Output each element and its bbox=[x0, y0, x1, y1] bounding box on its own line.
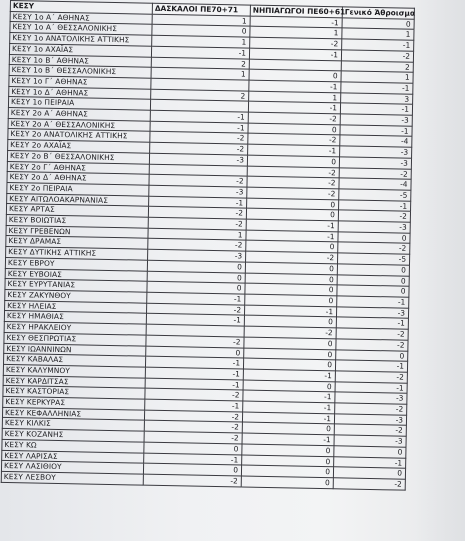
cell-teachers: -3 bbox=[148, 249, 246, 262]
cell-teachers: -2 bbox=[144, 431, 242, 444]
cell-teachers: 0 bbox=[144, 442, 242, 455]
cell-total: 0 bbox=[338, 232, 410, 244]
cell-teachers: -2 bbox=[144, 410, 242, 423]
cell-kindergarten: -2 bbox=[244, 326, 336, 338]
cell-teachers: -1 bbox=[151, 46, 249, 59]
cell-teachers: -2 bbox=[144, 421, 242, 434]
cell-kindergarten: 0 bbox=[245, 294, 337, 306]
cell-teachers: -1 bbox=[150, 110, 248, 123]
cell-total: -1 bbox=[342, 39, 414, 51]
cell-total: -3 bbox=[340, 146, 412, 158]
cell-kesy: ΚΕΣΥ 2ο Α΄ ΑΘΗΝΑΣ bbox=[8, 108, 150, 121]
cell-kesy: ΚΕΣΥ ΗΛΕΙΑΣ bbox=[5, 300, 147, 313]
cell-teachers: 1 bbox=[152, 14, 250, 27]
cell-kindergarten: -2 bbox=[246, 251, 338, 263]
cell-kindergarten: 0 bbox=[245, 273, 337, 285]
cell-kesy: ΚΕΣΥ ΔΡΑΜΑΣ bbox=[6, 236, 148, 249]
cell-kindergarten: -1 bbox=[244, 305, 336, 317]
cell-teachers: 0 bbox=[143, 463, 241, 476]
cell-kindergarten: 0 bbox=[243, 380, 335, 392]
cell-teachers: -2 bbox=[145, 388, 243, 401]
cell-teachers: -2 bbox=[148, 217, 246, 230]
cell-kesy: ΚΕΣΥ ΒΟΙΩΤΙΑΣ bbox=[6, 215, 148, 228]
cell-kindergarten: 0 bbox=[243, 358, 335, 370]
cell-total: -2 bbox=[339, 167, 411, 179]
cell-total: 0 bbox=[334, 446, 406, 458]
cell-kindergarten: 0 bbox=[247, 155, 339, 167]
cell-kindergarten: -1 bbox=[243, 369, 335, 381]
cell-total: -5 bbox=[337, 253, 409, 265]
cell-teachers: -2 bbox=[148, 239, 246, 252]
cell-kesy: ΚΕΣΥ 2ο Δ΄ ΑΘΗΝΑΣ bbox=[7, 172, 149, 185]
cell-kesy: ΚΕΣΥ ΚΩ bbox=[2, 439, 144, 452]
cell-total: 1 bbox=[341, 71, 413, 83]
cell-teachers: -1 bbox=[145, 399, 243, 412]
cell-kesy: ΚΕΣΥ 2ο ΑΧΑΪΑΣ bbox=[8, 140, 150, 153]
cell-total: 1 bbox=[342, 28, 414, 40]
cell-kesy: ΚΕΣΥ 2ο Γ΄ ΑΘΗΝΑΣ bbox=[7, 161, 149, 174]
cell-teachers: -1 bbox=[150, 121, 248, 134]
cell-teachers: 0 bbox=[147, 281, 245, 294]
cell-teachers: -1 bbox=[146, 314, 244, 327]
cell-kesy: ΚΕΣΥ ΛΕΣΒΟΥ bbox=[1, 471, 143, 484]
cell-teachers: -1 bbox=[147, 292, 245, 305]
cell-teachers: -2 bbox=[143, 474, 241, 487]
header-kindergarten: ΝΗΠΙΑΓΩΓΟΙ ΠΕ60+61 bbox=[250, 5, 342, 17]
header-total: Γενικό Άθροισμα bbox=[342, 7, 414, 19]
cell-teachers: -3 bbox=[149, 153, 247, 166]
cell-kindergarten: 0 bbox=[241, 476, 333, 488]
cell-total: -1 bbox=[340, 125, 412, 137]
cell-total: -2 bbox=[338, 210, 410, 222]
cell-kesy: ΚΕΣΥ 1ο Δ΄ ΑΘΗΝΑΣ bbox=[9, 86, 151, 99]
cell-kesy: ΚΕΣΥ ΚΙΛΚΙΣ bbox=[2, 418, 144, 431]
cell-teachers: -2 bbox=[148, 207, 246, 220]
cell-teachers: -3 bbox=[149, 185, 247, 198]
cell-kindergarten: 0 bbox=[244, 348, 336, 360]
cell-teachers: 2 bbox=[151, 57, 249, 70]
cell-kesy: ΚΕΣΥ ΚΑΛΥΜΝΟΥ bbox=[3, 364, 145, 377]
cell-kindergarten: 0 bbox=[248, 123, 340, 135]
cell-kesy: ΚΕΣΥ ΔΥΤΙΚΗΣ ΑΤΤΙΚΗΣ bbox=[6, 247, 148, 260]
cell-kesy: ΚΕΣΥ ΕΥΡΥΤΑΝΙΑΣ bbox=[5, 279, 147, 292]
cell-total: -2 bbox=[341, 50, 413, 62]
cell-total: -4 bbox=[339, 178, 411, 190]
cell-kindergarten: 0 bbox=[242, 422, 334, 434]
cell-total: 0 bbox=[336, 349, 408, 361]
cell-teachers: 1 bbox=[151, 67, 249, 80]
cell-kindergarten: -1 bbox=[246, 230, 338, 242]
cell-kindergarten: 0 bbox=[245, 283, 337, 295]
cell-kesy: ΚΕΣΥ ΙΩΑΝΝΙΝΩΝ bbox=[4, 343, 146, 356]
cell-kindergarten: 0 bbox=[242, 444, 334, 456]
cell-kesy: ΚΕΣΥ 2ο ΠΕΙΡΑΙΑ bbox=[7, 182, 149, 195]
cell-kesy: ΚΕΣΥ 1ο ΑΧΑΪΑΣ bbox=[9, 43, 151, 56]
cell-kesy: ΚΕΣΥ 1ο Β΄ ΑΘΗΝΑΣ bbox=[9, 54, 151, 67]
cell-teachers: 0 bbox=[152, 25, 250, 38]
cell-total: -3 bbox=[339, 157, 411, 169]
cell-total: -4 bbox=[340, 135, 412, 147]
cell-kesy: ΚΕΣΥ ΑΡΤΑΣ bbox=[6, 204, 148, 217]
cell-teachers: -1 bbox=[145, 356, 243, 369]
page-shadow bbox=[415, 0, 465, 541]
cell-kindergarten: -1 bbox=[243, 390, 335, 402]
cell-teachers: 1 bbox=[148, 228, 246, 241]
cell-total: -2 bbox=[333, 478, 405, 490]
cell-kindergarten: -1 bbox=[248, 101, 340, 113]
cell-teachers: -2 bbox=[149, 174, 247, 187]
cell-total: -2 bbox=[335, 371, 407, 383]
cell-kesy: ΚΕΣΥ ΕΥΒΟΙΑΣ bbox=[5, 268, 147, 281]
cell-kindergarten: -1 bbox=[242, 412, 334, 424]
cell-kesy: ΚΕΣΥ 1ο Γ΄ ΑΘΗΝΑΣ bbox=[9, 75, 151, 88]
cell-kindergarten: 0 bbox=[242, 455, 334, 467]
cell-teachers: 2 bbox=[151, 89, 249, 102]
cell-kesy: ΚΕΣΥ ΗΡΑΚΛΕΙΟΥ bbox=[4, 322, 146, 335]
cell-kesy: ΚΕΣΥ ΑΙΤΩΛΟΑΚΑΡΝΑΝΙΑΣ bbox=[7, 193, 149, 206]
cell-teachers: -1 bbox=[145, 378, 243, 391]
cell-kindergarten: -1 bbox=[243, 401, 335, 413]
cell-kesy: ΚΕΣΥ 2ο ΑΝΑΤΟΛΙΚΗΣ ΑΤΤΙΚΗΣ bbox=[8, 129, 150, 142]
cell-kindergarten: 0 bbox=[244, 315, 336, 327]
cell-kesy: ΚΕΣΥ ΛΑΡΙΣΑΣ bbox=[2, 450, 144, 463]
cell-kesy: ΚΕΣΥ 2ο Α΄ ΘΕΣΣΑΛΟΝΙΚΗΣ bbox=[8, 118, 150, 131]
cell-teachers: -1 bbox=[144, 453, 242, 466]
cell-kindergarten: 0 bbox=[247, 198, 339, 210]
cell-kesy: ΚΕΣΥ ΚΕΡΚΥΡΑΣ bbox=[3, 396, 145, 409]
cell-kesy: ΚΕΣΥ ΚΕΦΑΛΛΗΝΙΑΣ bbox=[2, 407, 144, 420]
cell-kindergarten: -1 bbox=[249, 48, 341, 60]
cell-total: -1 bbox=[335, 381, 407, 393]
cell-kesy: ΚΕΣΥ 1ο Α΄ ΑΘΗΝΑΣ bbox=[10, 11, 152, 24]
cell-kindergarten: 1 bbox=[249, 91, 341, 103]
cell-kindergarten: -1 bbox=[248, 144, 340, 156]
cell-kindergarten: 0 bbox=[245, 262, 337, 274]
cell-kindergarten: 0 bbox=[241, 465, 333, 477]
cell-kindergarten: 0 bbox=[244, 337, 336, 349]
cell-total: -1 bbox=[341, 82, 413, 94]
cell-total: -3 bbox=[334, 435, 406, 447]
cell-total: 0 bbox=[337, 274, 409, 286]
cell-kindergarten: -2 bbox=[247, 187, 339, 199]
cell-kesy: ΚΕΣΥ ΚΑΡΔΙΤΣΑΣ bbox=[3, 375, 145, 388]
cell-total: 0 bbox=[337, 285, 409, 297]
cell-teachers: 0 bbox=[147, 260, 245, 273]
header-teachers: ΔΑΣΚΑΛΟΙ ΠΕ70+71 bbox=[152, 3, 250, 16]
cell-total: -2 bbox=[335, 403, 407, 415]
cell-kindergarten: 1 bbox=[250, 27, 342, 39]
cell-kesy: ΚΕΣΥ 1ο ΑΝΑΤΟΛΙΚΗΣ ΑΤΤΙΚΗΣ bbox=[10, 33, 152, 46]
cell-total: 2 bbox=[341, 60, 413, 72]
cell-teachers: -2 bbox=[146, 335, 244, 348]
cell-total: -1 bbox=[339, 200, 411, 212]
cell-teachers: -1 bbox=[145, 367, 243, 380]
cell-total: -1 bbox=[334, 456, 406, 468]
cell-kindergarten: -2 bbox=[248, 134, 340, 146]
cell-kindergarten: 0 bbox=[249, 69, 341, 81]
printed-sheet bbox=[3, 0, 416, 541]
cell-kindergarten: -2 bbox=[247, 176, 339, 188]
cell-kindergarten: -2 bbox=[248, 112, 340, 124]
cell-total: -2 bbox=[336, 339, 408, 351]
cell-total: -1 bbox=[335, 360, 407, 372]
cell-kindergarten: -1 bbox=[242, 433, 334, 445]
cell-total: -3 bbox=[334, 414, 406, 426]
cell-total: -2 bbox=[338, 242, 410, 254]
table-body bbox=[1, 11, 414, 490]
cell-kesy: ΚΕΣΥ ΕΒΡΟΥ bbox=[5, 257, 147, 270]
cell-kesy: ΚΕΣΥ 2ο Β΄ ΘΕΣΣΑΛΟΝΙΚΗΣ bbox=[7, 150, 149, 163]
cell-teachers: 0 bbox=[146, 346, 244, 359]
cell-total: -1 bbox=[340, 103, 412, 115]
cell-kesy: ΚΕΣΥ 1ο ΠΕΙΡΑΙΑ bbox=[8, 97, 150, 110]
cell-total: -3 bbox=[338, 221, 410, 233]
cell-kesy: ΚΕΣΥ 1ο Α΄ ΘΕΣΣΑΛΟΝΙΚΗΣ bbox=[10, 22, 152, 35]
cell-kindergarten: 0 bbox=[246, 208, 338, 220]
cell-total: 0 bbox=[333, 467, 405, 479]
cell-total: -1 bbox=[336, 317, 408, 329]
cell-kesy: ΚΕΣΥ ΛΑΣΙΘΙΟΥ bbox=[1, 461, 143, 474]
cell-total: 0 bbox=[337, 264, 409, 276]
cell-kesy: ΚΕΣΥ 1ο Β΄ ΘΕΣΣΑΛΟΝΙΚΗΣ bbox=[9, 65, 151, 78]
cell-kesy: ΚΕΣΥ ΘΕΣΠΡΩΤΙΑΣ bbox=[4, 332, 146, 345]
cell-kindergarten: -2 bbox=[250, 37, 342, 49]
cell-kesy: ΚΕΣΥ ΚΑΣΤΟΡΙΑΣ bbox=[3, 386, 145, 399]
cell-kesy: ΚΕΣΥ ΗΜΑΘΙΑΣ bbox=[4, 311, 146, 324]
cell-total: -1 bbox=[337, 296, 409, 308]
cell-kindergarten: -1 bbox=[250, 16, 342, 28]
cell-teachers: -1 bbox=[149, 196, 247, 209]
cell-total: -2 bbox=[336, 328, 408, 340]
cell-total: -3 bbox=[340, 114, 412, 126]
kesy-table bbox=[1, 0, 415, 490]
header-kesy: ΚΕΣΥ bbox=[10, 1, 152, 14]
cell-kesy: ΚΕΣΥ ΚΑΒΑΛΑΣ bbox=[4, 354, 146, 367]
cell-teachers: -2 bbox=[147, 303, 245, 316]
cell-total: -3 bbox=[336, 307, 408, 319]
cell-total: 0 bbox=[342, 18, 414, 30]
cell-kindergarten: -1 bbox=[249, 80, 341, 92]
cell-kindergarten: 0 bbox=[246, 241, 338, 253]
cell-kindergarten: -2 bbox=[247, 166, 339, 178]
cell-total: 3 bbox=[341, 92, 413, 104]
cell-teachers: -2 bbox=[150, 142, 248, 155]
cell-teachers: 1 bbox=[152, 35, 250, 48]
cell-total: -2 bbox=[334, 424, 406, 436]
cell-teachers: -2 bbox=[150, 132, 248, 145]
cell-kesy: ΚΕΣΥ ΚΟΖΑΝΗΣ bbox=[2, 429, 144, 442]
cell-kesy: ΚΕΣΥ ΓΡΕΒΕΝΩΝ bbox=[6, 225, 148, 238]
cell-total: -5 bbox=[339, 189, 411, 201]
cell-total: -3 bbox=[335, 392, 407, 404]
cell-teachers: 0 bbox=[147, 271, 245, 284]
cell-kesy: ΚΕΣΥ ΖΑΚΥΝΘΟΥ bbox=[5, 289, 147, 302]
cell-kindergarten: -1 bbox=[246, 219, 338, 231]
